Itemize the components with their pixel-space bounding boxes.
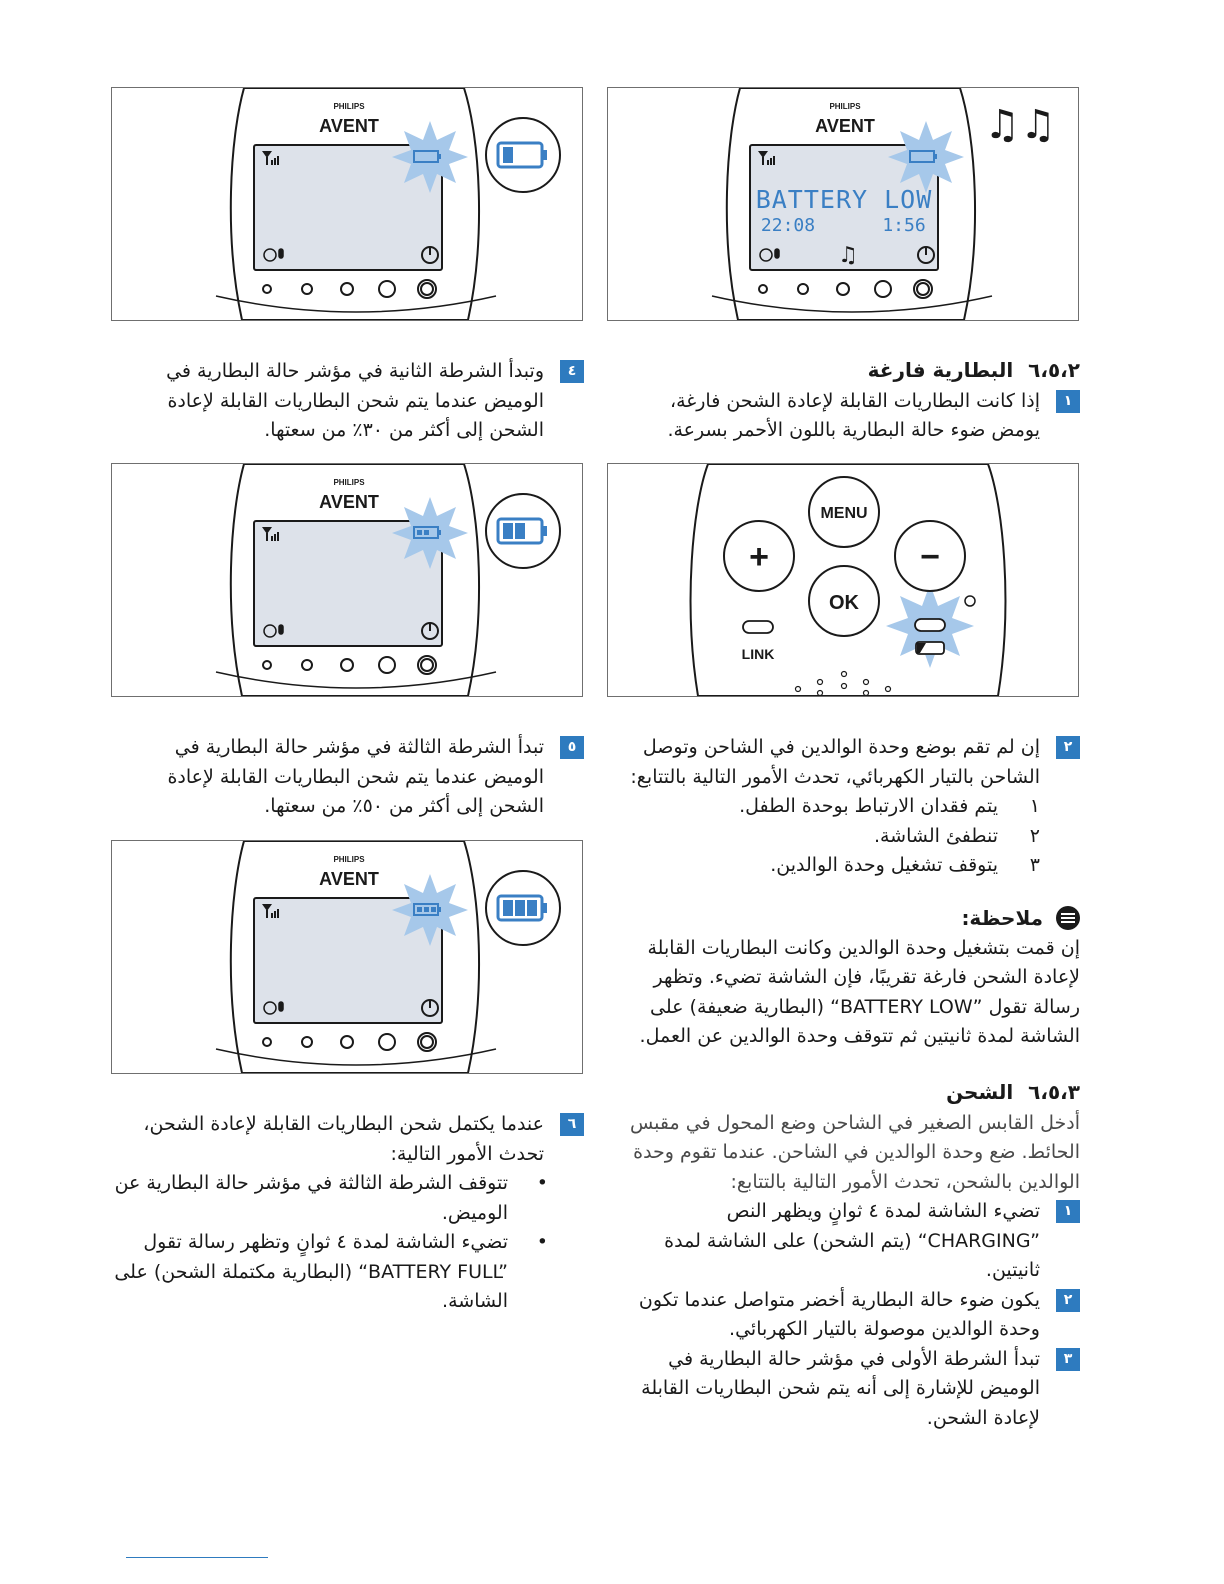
section-intro: أدخل القابس الصغير في الشاحن وضع المحول في مقبس الحائط. ضع وحدة الوالدين في الشاحن. عندما تقوم وحدة الوالدين بالشحن، تحدث الأمور التالية بالتتابع: — [629, 1111, 1080, 1193]
note-block — [618, 904, 1080, 1052]
figure-battery-one-bar — [111, 87, 583, 321]
section-heading — [618, 356, 1080, 386]
battery-bar — [515, 523, 525, 539]
lcd-message: BATTERY LOW — [755, 185, 933, 214]
brand-avent: AVENT — [815, 116, 875, 136]
brand-avent: AVENT — [319, 869, 379, 889]
sub-item-2 — [618, 822, 1080, 852]
section-battery-empty-cont — [618, 733, 1080, 881]
brand-philips: PHILIPS — [333, 855, 365, 864]
lcd-clock: 22:08 — [760, 215, 816, 236]
parent-unit-two-bars-illustration — [112, 464, 582, 696]
parent-unit-three-bars-illustration — [112, 841, 582, 1073]
sub-text: يتم فقدان الارتباط بوحدة الطفل. — [739, 795, 998, 817]
section-title: الشحن — [946, 1080, 1014, 1104]
plus-label: + — [749, 538, 769, 576]
brand-philips: PHILIPS — [333, 102, 365, 111]
note-icon — [1056, 906, 1080, 930]
menu-button — [809, 477, 879, 547]
menu-label: MENU — [820, 505, 868, 522]
note-text-b: (البطارية ضعيفة) على الشاشة لمدة ثانيتين ثم تتوقف وحدة الوالدين عن العمل. — [639, 995, 1080, 1047]
step-number-badge: ١ — [1056, 390, 1080, 413]
alert-tone-icon: ♫♫ — [984, 102, 1056, 148]
sub-number: ١ — [1029, 795, 1040, 817]
battery-bar — [503, 523, 513, 539]
zoomed-battery-icon — [486, 118, 560, 192]
step-5-block — [114, 733, 584, 822]
section-battery-empty — [618, 356, 1080, 446]
step-number-badge: ٦ — [560, 1113, 584, 1136]
charger-buttons-illustration — [608, 464, 1078, 696]
bullet-text-a: تضيء الشاشة لمدة ٤ ثوانٍ وتظهر رسالة تقول — [143, 1231, 508, 1253]
step-number-badge: ٢ — [1056, 736, 1080, 759]
minus-button — [895, 521, 965, 591]
step-4-block — [114, 357, 584, 446]
step-6 — [114, 1110, 584, 1169]
note-text-en: “BATTERY LOW” — [830, 995, 983, 1018]
bullet-mark: • — [536, 1231, 548, 1253]
brand-avent: AVENT — [319, 492, 379, 512]
step-2 — [618, 733, 1080, 792]
bullet-text-en: “BATTERY FULL” — [358, 1260, 508, 1283]
parent-unit-battery-low-illustration — [608, 88, 1078, 320]
zoomed-battery-icon — [486, 494, 560, 568]
section-charging — [618, 1078, 1080, 1433]
brand-philips: PHILIPS — [333, 478, 365, 487]
step-number-badge: ٢ — [1056, 1289, 1080, 1312]
battery-symbol — [916, 642, 944, 654]
step-number-badge: ١ — [1056, 1200, 1080, 1223]
step-6-block — [114, 1110, 584, 1317]
step-text: يكون ضوء حالة البطارية أخضر متواصل عندما تكون وحدة الوالدين موصولة بالتيار الكهربائي. — [638, 1288, 1040, 1340]
bullet-mark: • — [536, 1172, 548, 1194]
ok-label: OK — [829, 592, 859, 614]
bullet-item-2 — [114, 1228, 584, 1317]
note-text-a: إن قمت بتشغيل وحدة الوالدين وكانت البطاريات القابلة لإعادة الشحن فارغة تقريبًا، فإن الشاشة تضيء. وتظهر رسالة تقول — [647, 936, 1080, 1018]
sub-item-3 — [618, 851, 1080, 881]
figure-charger-buttons — [607, 463, 1079, 697]
step-2 — [618, 1286, 1080, 1345]
step-5 — [114, 733, 584, 822]
parent-unit-one-bar-illustration — [112, 88, 582, 320]
plus-button — [724, 521, 794, 591]
step-text: إن لم تقم بوضع وحدة الوالدين في الشاحن وتوصل الشاحن بالتيار الكهربائي، تحدث الأمور التالية بالتتابع: — [630, 736, 1040, 788]
step-text-en: “CHARGING” — [917, 1229, 1040, 1252]
section-number: ٦،٥،٣ — [1028, 1080, 1080, 1104]
step-1 — [618, 1197, 1080, 1286]
bullet-text-b: (البطارية مكتملة الشحن) على الشاشة. — [114, 1260, 508, 1312]
section-heading — [618, 1078, 1080, 1108]
step-text: إذا كانت البطاريات القابلة لإعادة الشحن فارغة، يومض ضوء حالة البطارية باللون الأحمر بسرعة. — [667, 389, 1040, 441]
sub-number: ٣ — [1029, 854, 1040, 876]
step-text: تبدأ الشرطة الثالثة في مؤشر حالة البطارية في الوميض عندما يتم شحن البطاريات القابلة لإعادة الشحن إلى أكثر من ٥٠٪ من سعتها. — [167, 736, 544, 817]
minus-label: − — [920, 538, 940, 576]
step-text-a: تضيء الشاشة لمدة ٤ ثوانٍ ويظهر النص — [726, 1200, 1040, 1222]
sub-number: ٢ — [1029, 824, 1040, 847]
step-number-badge: ٥ — [560, 736, 584, 759]
step-number-badge: ٤ — [560, 360, 584, 383]
music-note-icon: ♫ — [838, 243, 858, 268]
lcd-timer: 1:56 — [882, 215, 926, 236]
step-text: تبدأ الشرطة الأولى في مؤشر حالة البطارية في الوميض للإشارة إلى أنه يتم شحن البطاريات القابلة لإعادة الشحن. — [641, 1347, 1040, 1429]
sub-text: يتوقف تشغيل وحدة الوالدين. — [770, 854, 998, 876]
brand-avent: AVENT — [319, 116, 379, 136]
note-heading — [618, 904, 1080, 934]
step-number-badge: ٣ — [1056, 1348, 1080, 1371]
figure-battery-low-screen — [607, 87, 1079, 321]
step-1 — [618, 387, 1080, 446]
section-number: ٦،٥،٢ — [1028, 358, 1080, 382]
figure-battery-two-bars — [111, 463, 583, 697]
section-title: البطارية فارغة — [867, 358, 1014, 382]
footer-rule — [126, 1557, 268, 1558]
bullet-text: تتوقف الشرطة الثالثة في مؤشر حالة البطارية عن الوميض. — [114, 1172, 508, 1224]
step-text: وتبدأ الشرطة الثانية في مؤشر حالة البطارية في الوميض عندما يتم شحن البطاريات القابلة لإعادة الشحن إلى أكثر من ٣٠٪ من سعتها. — [166, 360, 544, 441]
battery-bar — [503, 147, 513, 163]
step-text: عندما يكتمل شحن البطاريات القابلة لإعادة الشحن، تحدث الأمور التالية: — [143, 1113, 544, 1165]
note-text — [618, 934, 1080, 1052]
link-led — [743, 621, 773, 633]
battery-bar — [503, 900, 513, 916]
sub-item-1 — [618, 792, 1080, 822]
link-label: LINK — [741, 646, 775, 662]
step-text-b: (يتم الشحن) على الشاشة لمدة ثانيتين. — [664, 1229, 1040, 1281]
ok-button — [809, 566, 879, 636]
battery-bar — [527, 900, 537, 916]
battery-bar — [515, 900, 525, 916]
note-title: ملاحظة: — [961, 906, 1044, 930]
bullet-item-1 — [114, 1169, 584, 1228]
battery-led — [915, 619, 945, 631]
step-4 — [114, 357, 584, 446]
figure-battery-three-bars — [111, 840, 583, 1074]
zoomed-battery-icon — [486, 871, 560, 945]
brand-philips: PHILIPS — [829, 102, 861, 111]
step-3 — [618, 1345, 1080, 1434]
status-led — [965, 596, 975, 606]
sub-text: تنطفئ الشاشة. — [873, 824, 998, 847]
